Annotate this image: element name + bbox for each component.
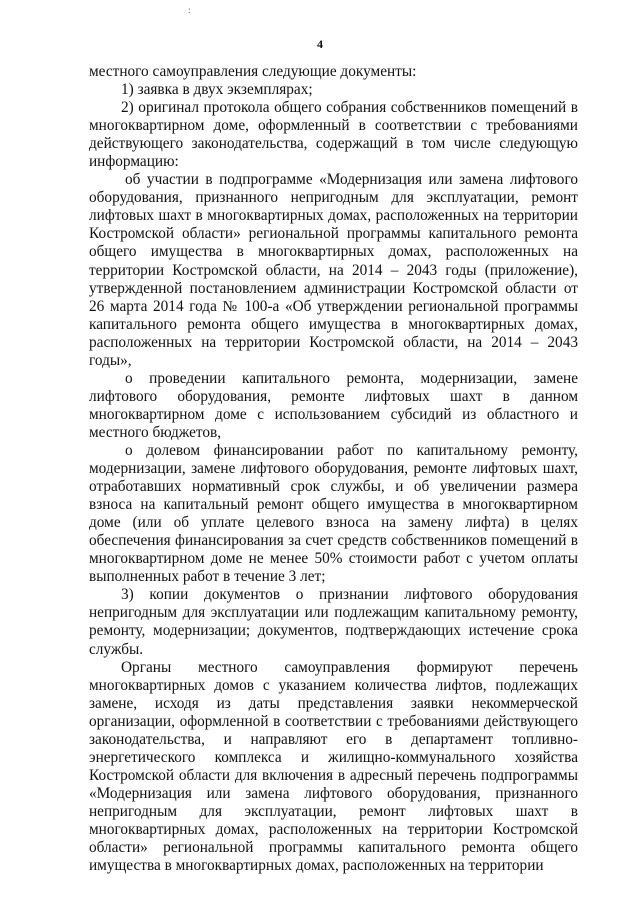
list-item-2: 2) оригинал протокола общего собрания собственников помещений в многоквартирном доме, оформленный в соответствии с требованиями действующего законодательства, содержащий в том числе следующую информацию: [89,99,578,171]
paragraph-local-authorities: Органы местного самоуправления формируют перечень многоквартирных домов с указанием количества лифтов, подлежащих замене, исходя из даты представления заявки некоммерческой организации, оформленной в соответствии с требованиями действующего законодательства, и направляют его в департамент топливно-энергетического комплекса и жилищно-коммунального хозяйства Костромской области для включения в адресный перечень подпрограммы «Модернизация или замена лифтового оборудования, признанного непригодным для эксплуатации, ремонт лифтовых шахт в многоквартирных домах, расположенных на территории Костромской области» региональной программы капитального ремонта общего имущества в многоквартирных домах, расположенных на территории [89,658,578,875]
list-item-1: 1) заявка в двух экземплярах; [121,81,313,99]
list-item-3: 3) копии документов о признании лифтового оборудования непригодным для эксплуатации или подлежащим капитальному ремонту, ремонту, модернизации; документов, подтверждающих истечение срока службы. [89,586,578,658]
info-item-repair: о проведении капитального ремонта, модернизации, замене лифтового оборудования, ремонте лифтовых шахт в данном многоквартирном доме с использованием субсидий из областного и местного бюджетов, [89,369,578,441]
info-item-financing: о долевом финансировании работ по капитальному ремонту, модернизации, замене лифтового оборудования, ремонте лифтовых шахт, отработавших нормативный срок службы, и об увеличении размера взноса на капитальный ремонт общего имущества в многоквартирном доме (или об уплате целевого взноса на замену лифта) в целях обеспечения финансирования за счет средств собственников помещений в многоквартирном доме не менее 50% стоимости работ с учетом оплаты выполненных работ в течение 3 лет; [89,441,578,586]
document-body [89,63,578,875]
info-item-participation: об участии в подпрограмме «Модернизация или замена лифтового оборудования, признанного непригодным для эксплуатации, ремонт лифтовых шахт в многоквартирных домах, расположенных на территории Костромской области» региональной программы капитального ремонта общего имущества в многоквартирных домах, расположенных на территории Костромской области, на 2014 – 2043 годы (приложение), утвержденной постановлением администрации Костромской области от 26 марта 2014 года № 100-а «Об утверждении региональной программы капитального ремонта общего имущества в многоквартирных домах, расположенных на территории Костромской области, на 2014 – 2043 годы», [89,171,578,369]
scan-mark: : [188,5,191,15]
page-number: 4 [317,37,323,51]
paragraph-continuation: местного самоуправления следующие документы: [89,63,417,80]
